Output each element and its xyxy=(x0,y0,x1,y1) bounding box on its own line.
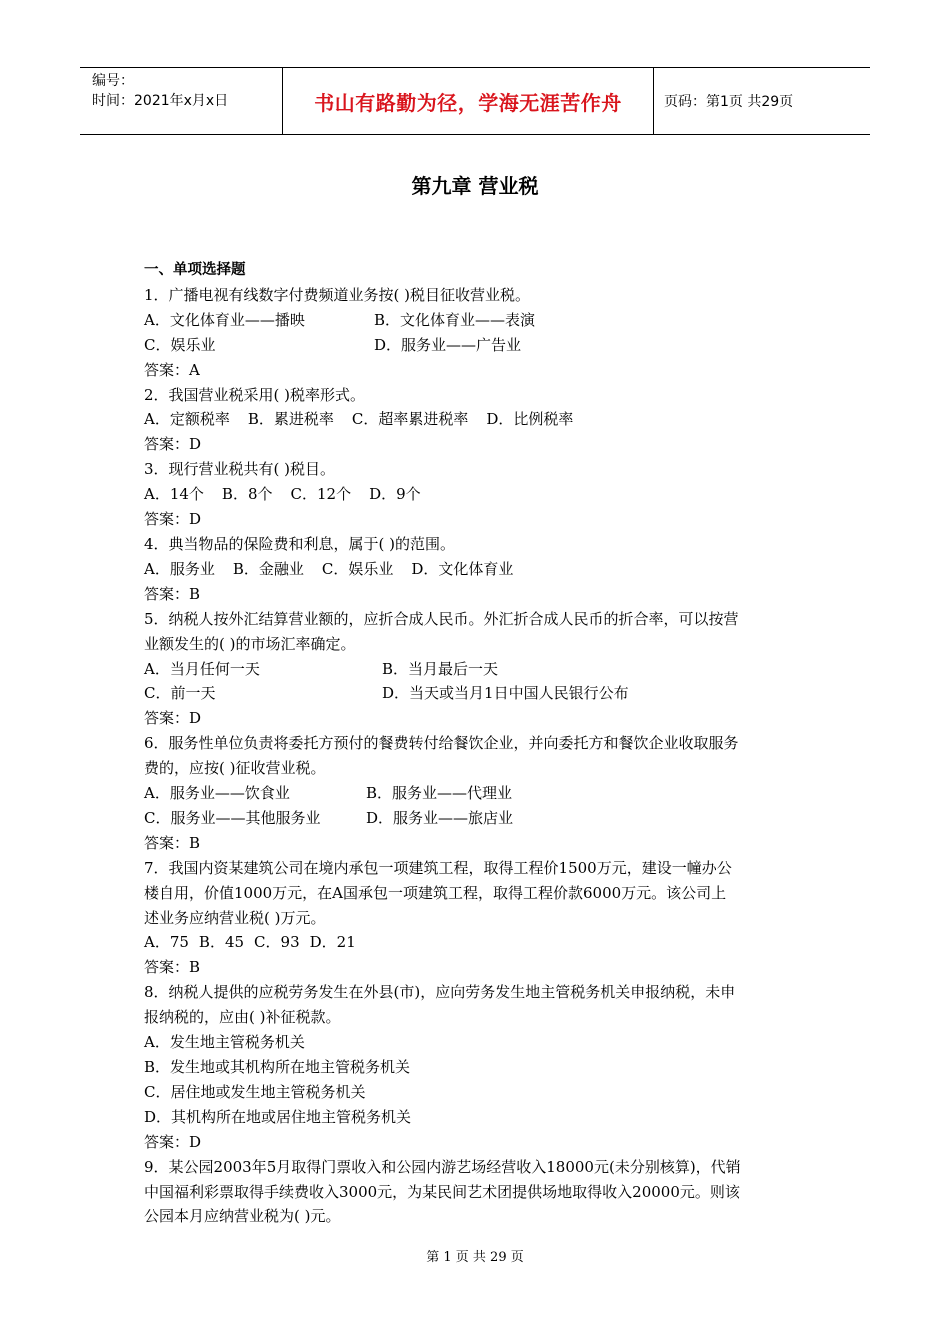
chapter-title: 第九章 营业税 xyxy=(411,174,539,198)
question-stem-line: 1．广播电视有线数字付费频道业务按( )税目征收营业税。 xyxy=(144,285,531,304)
question-stem-line: 中国福利彩票取得手续费收入3000元，为某民间艺术团提供场地取得收入20000元。则该 xyxy=(144,1182,740,1201)
option-text: B．发生地或其机构所在地主管税务机关 xyxy=(144,1058,411,1076)
option-row xyxy=(144,681,810,706)
number-label: 编号： xyxy=(92,73,134,89)
option-text: A．服务业 xyxy=(144,559,215,578)
option-text: D．当天或当月1日中国人民银行公布 xyxy=(382,684,629,703)
option-text: A．当月任何一天 xyxy=(144,659,260,678)
option-text: C．12个 xyxy=(290,485,352,504)
header-meta xyxy=(80,68,282,134)
option-text: D．服务业——广告业 xyxy=(374,335,522,354)
option-text: A．文化体育业——播映 xyxy=(144,310,305,329)
option-text: B．45 xyxy=(198,933,245,952)
option-text: C．93 xyxy=(254,933,300,952)
question-stem-line: 6．服务性单位负责将委托方预付的餐费转付给餐饮企业，并向委托方和餐饮企业收取服务 xyxy=(144,734,739,753)
question-item xyxy=(144,283,810,383)
document-body xyxy=(144,258,810,1229)
question-stem-line: 5．纳税人按外汇结算营业额的，应折合成人民币。外汇折合成人民币的折合率，可以按营 xyxy=(144,609,739,628)
question-item xyxy=(144,731,810,856)
option-text: D．9个 xyxy=(369,485,421,504)
question-item xyxy=(144,1155,810,1230)
option-row xyxy=(144,333,810,358)
option-text: D．服务业——旅店业 xyxy=(366,808,514,827)
answer-line: 答案：D xyxy=(144,1132,202,1151)
answer-line: 答案：D xyxy=(144,709,202,728)
option-text: C．超率累进税率 xyxy=(351,410,469,429)
header-motto: 书山有路勤为径，学海无涯苦作舟 xyxy=(282,68,654,134)
option-text: D．比例税率 xyxy=(486,410,574,429)
page-footer: 第 1 页 共 29 页 xyxy=(426,1250,524,1265)
question-stem-line: 2．我国营业税采用( )税率形式。 xyxy=(144,385,366,404)
time-label: 时间：2021年x月x日 xyxy=(92,93,229,109)
option-text: A．14个 xyxy=(144,485,204,504)
question-stem-line: 4．典当物品的保险费和利息，属于( )的范围。 xyxy=(144,534,456,553)
question-stem-line: 3．现行营业税共有( )税目。 xyxy=(144,460,336,479)
section-title: 一、单项选择题 xyxy=(144,262,246,278)
option-row xyxy=(144,1030,810,1055)
header-page-info: 页码：第1页 共29页 xyxy=(664,94,794,110)
question-item xyxy=(144,532,810,607)
option-row xyxy=(144,781,810,806)
option-text: A．75 xyxy=(144,933,189,952)
option-row xyxy=(144,1105,810,1130)
option-text: C．服务业——其他服务业 xyxy=(144,808,321,827)
option-row xyxy=(144,806,810,831)
option-text: C．前一天 xyxy=(144,684,216,703)
option-text: C．娱乐业 xyxy=(321,559,394,578)
question-stem-line: 述业务应纳营业税( )万元。 xyxy=(144,908,326,927)
option-row xyxy=(144,930,810,955)
option-text: B．8个 xyxy=(221,485,273,504)
question-stem-line: 报纳税的，应由( )补征税款。 xyxy=(144,1008,341,1027)
question-stem-line: 业额发生的( )的市场汇率确定。 xyxy=(144,634,356,653)
option-text: B．累进税率 xyxy=(247,410,334,429)
option-text: D．文化体育业 xyxy=(411,559,514,578)
answer-line: 答案：D xyxy=(144,510,202,529)
option-text: B．金融业 xyxy=(232,559,304,578)
option-text: B．当月最后一天 xyxy=(382,659,499,678)
question-stem-line: 8．纳税人提供的应税劳务发生在外县(市)，应向劳务发生地主管税务机关申报纳税，未申 xyxy=(144,983,736,1002)
option-text: A．服务业——饮食业 xyxy=(144,784,290,803)
option-text: A．发生地主管税务机关 xyxy=(144,1033,305,1052)
answer-line: 答案：B xyxy=(144,958,201,977)
option-text: B．文化体育业——表演 xyxy=(374,310,536,329)
option-text: D．21 xyxy=(309,933,356,952)
option-row xyxy=(144,657,810,682)
option-text: D．其机构所在地或居住地主管税务机关 xyxy=(144,1107,412,1126)
question-item xyxy=(144,607,810,732)
answer-line: 答案：B xyxy=(144,833,201,852)
question-stem-line: 9．某公园2003年5月取得门票收入和公园内游艺场经营收入18000元(未分别核算)，代销 xyxy=(144,1157,741,1176)
option-row xyxy=(144,557,810,582)
answer-line: 答案：A xyxy=(144,360,200,379)
option-text: C．娱乐业 xyxy=(144,335,216,354)
question-stem-line: 7．我国内资某建筑公司在境内承包一项建筑工程，取得工程价1500万元，建设一幢办公 xyxy=(144,858,732,877)
question-stem-line: 公园本月应纳营业税为( )元。 xyxy=(144,1207,341,1226)
question-item xyxy=(144,457,810,532)
answer-line: 答案：D xyxy=(144,435,202,454)
question-stem-line: 费的，应按( )征收营业税。 xyxy=(144,759,326,778)
answer-line: 答案：B xyxy=(144,584,201,603)
question-list xyxy=(144,283,810,1229)
option-row xyxy=(144,1080,810,1105)
option-text: C．居住地或发生地主管税务机关 xyxy=(144,1082,366,1101)
option-row xyxy=(144,407,810,432)
option-text: B．服务业——代理业 xyxy=(366,784,513,803)
question-item xyxy=(144,980,810,1154)
option-row xyxy=(144,308,810,333)
question-item xyxy=(144,856,810,981)
question-item xyxy=(144,383,810,458)
option-text: A．定额税率 xyxy=(144,410,230,429)
page-header xyxy=(80,67,870,135)
question-stem-line: 楼自用，价值1000万元，在A国承包一项建筑工程，取得工程价款6000万元。该公司上 xyxy=(144,883,727,902)
option-row xyxy=(144,482,810,507)
option-row xyxy=(144,1055,810,1080)
